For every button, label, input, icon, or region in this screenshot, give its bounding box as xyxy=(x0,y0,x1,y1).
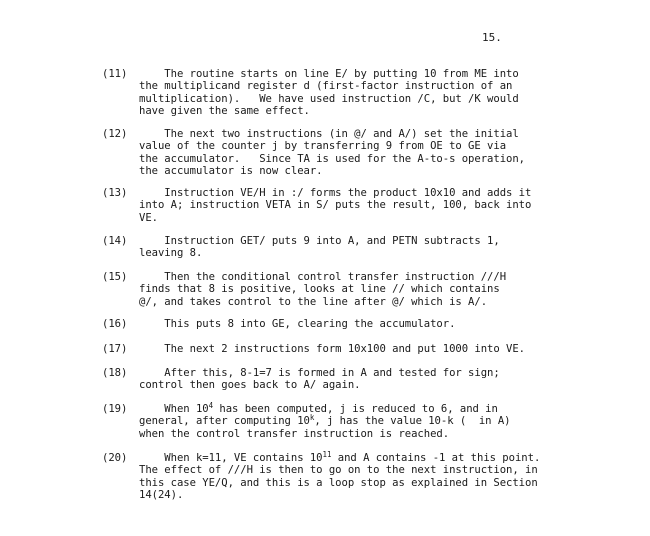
paragraph-number: (16) xyxy=(102,318,128,330)
paragraph-line: @/, and takes control to the line after @/ which is A/. xyxy=(139,295,488,308)
paragraph-13 xyxy=(102,187,582,224)
paragraph-18 xyxy=(102,367,582,392)
paragraph-15 xyxy=(102,271,582,308)
paragraph-line: The next two instructions (in @/ and A/) set the initial xyxy=(139,128,519,140)
text-segment: and A contains -1 at this point. xyxy=(331,452,541,464)
paragraph-line: leaving 8. xyxy=(139,247,203,260)
paragraph-line: the accumulator. Since TA is used for the A-to-s operation, xyxy=(139,152,526,165)
superscript: k xyxy=(309,413,315,423)
paragraph-11 xyxy=(102,68,582,118)
paragraph-number: (17) xyxy=(102,343,128,355)
paragraph-line: The next 2 instructions form 10x100 and put 1000 into VE. xyxy=(139,343,526,355)
page-number: 15. xyxy=(482,31,502,44)
paragraph-number: (15) xyxy=(102,271,128,283)
paragraph-line: this case YE/Q, and this is a loop stop as explained in Section xyxy=(139,476,538,489)
paragraph-number: (13) xyxy=(102,187,128,199)
paragraph-line: 14(24). xyxy=(139,489,184,502)
paragraph-line: control then goes back to A/ again. xyxy=(139,379,361,392)
paragraph-12 xyxy=(102,128,582,178)
paragraph-number: (14) xyxy=(102,235,128,247)
paragraph-line: VE. xyxy=(139,211,158,224)
text-segment: , j has the value 10-k ( in A) xyxy=(314,415,511,428)
paragraph-number: (12) xyxy=(102,128,128,140)
paragraph-line: the multiplicand register d (first-factor instruction of an xyxy=(139,80,513,93)
paragraph-20 xyxy=(102,452,582,502)
text-segment: When k=11, VE contains 10 xyxy=(139,452,323,464)
paragraph-number: (11) xyxy=(102,68,128,80)
paragraph-line: multiplication). We have used instruction /C, but /K would xyxy=(139,92,519,105)
paragraph-line: This puts 8 into GE, clearing the accumulator. xyxy=(139,318,456,330)
text-segment: general, after computing 10 xyxy=(139,415,310,428)
paragraph-line: value of the counter j by transferring 9 from OE to GE via xyxy=(139,140,507,153)
paragraph-line: the accumulator is now clear. xyxy=(139,165,323,178)
text-segment: When 10 xyxy=(139,403,209,415)
paragraph-line: The routine starts on line E/ by putting 10 from ME into xyxy=(139,68,519,80)
paragraph-number: (19) xyxy=(102,403,128,415)
paragraph-17 xyxy=(102,343,582,355)
paragraph-line: Instruction VE/H in :/ forms the product 10x10 and adds it xyxy=(139,187,532,199)
paragraph-line xyxy=(102,403,582,415)
paragraph-line xyxy=(102,452,582,464)
paragraph-19 xyxy=(102,403,582,440)
paragraph-16 xyxy=(102,318,582,330)
paragraph-line: Then the conditional control transfer instruction ///H xyxy=(139,271,507,283)
paragraph-14 xyxy=(102,235,582,260)
paragraph-line: when the control transfer instruction is reached. xyxy=(139,427,450,440)
paragraph-line xyxy=(102,415,582,427)
paragraph-line: finds that 8 is positive, looks at line // which contains xyxy=(139,283,500,296)
paragraph-number: (20) xyxy=(102,452,128,464)
paragraph-line: The effect of ///H is then to go on to the next instruction, in xyxy=(139,464,538,477)
superscript: 11 xyxy=(322,450,332,459)
superscript: 4 xyxy=(208,401,214,410)
paragraph-number: (18) xyxy=(102,367,128,379)
paragraph-line: After this, 8-1=7 is formed in A and tested for sign; xyxy=(139,367,500,379)
paragraph-line: Instruction GET/ puts 9 into A, and PETN subtracts 1, xyxy=(139,235,500,247)
paragraph-line: into A; instruction VETA in S/ puts the result, 100, back into xyxy=(139,199,532,212)
paragraph-line: have given the same effect. xyxy=(139,105,310,118)
text-segment: has been computed, j is reduced to 6, and in xyxy=(213,403,498,415)
